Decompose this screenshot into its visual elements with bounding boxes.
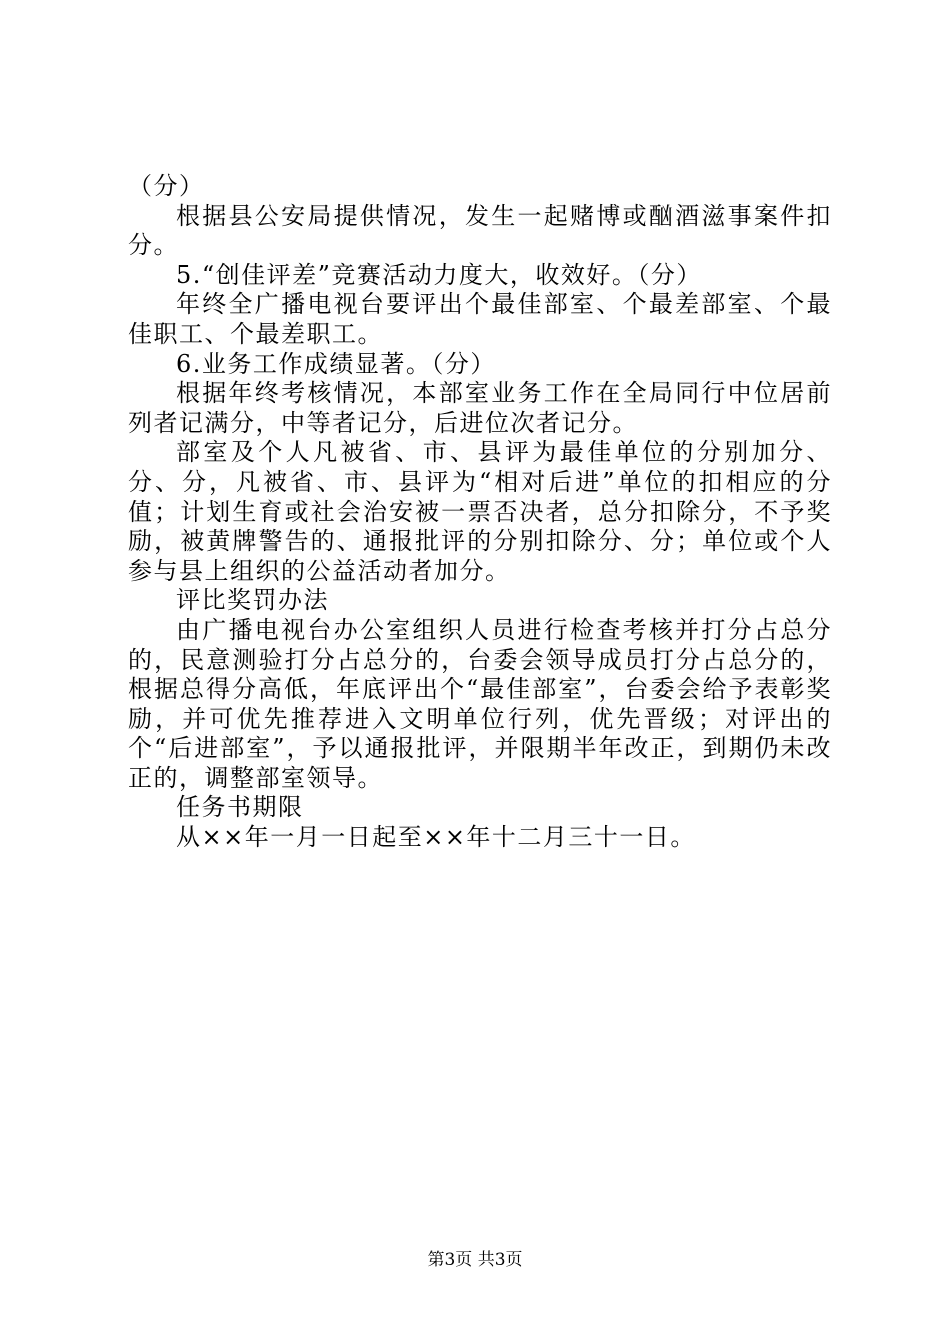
paragraph-annual-selection: 年终全广播电视台要评出个最佳部室、个最差部室、个最佳职工、个最差职工。 [128,290,832,348]
paragraph-term-dates: 从××年一月一日起至××年十二月三十一日。 [176,823,696,852]
paragraph-bonus-deduction: 部室及个人凡被省、市、县评为最佳单位的分别加分、分、分，凡被省、市、县评为“相对后进”单位的扣相应的分值；计划生育或社会治安被一票否决者，总分扣除分，不予奖励，被黄牌警告的、通报批评的分别扣除分、分；单位或个人参与县上组织的公益活动者加分。 [128,438,832,585]
paragraph-police-report: 根据县公安局提供情况，发生一起赌博或酗酒滋事案件扣分。 [128,201,832,260]
paragraph-rewards-method: 由广播电视台办公室组织人员进行检查考核并打分占总分的，民意测验打分占总分的，台委会领导成员打分占总分的，根据总得分高低，年底评出个“最佳部室”，台委会给予表彰奖励，并可优先推荐进入文明单位行列，优先晋级；对评出的个“后进部室”，予以通报批评，并限期半年改正，到期仍未改正的，调整部室领导。 [128,615,832,792]
paragraph-year-end-assessment: 根据年终考核情况，本部室业务工作在全局同行中位居前列者记满分，中等者记分，后进位次者记分。 [128,379,832,437]
paragraph-item-6-heading: 6.业务工作成绩显著。（分） [176,349,496,378]
document-body [128,172,832,853]
section-heading-term: 任务书期限 [176,793,304,822]
section-heading-rewards: 评比奖罚办法 [176,586,329,615]
paragraph-item-5-heading: 5.“创佳评差”竞赛活动力度大，收效好。（分） [176,260,702,289]
page-footer: 第3页 共3页 [427,1250,523,1270]
paragraph-score-note: （分） [128,172,205,200]
